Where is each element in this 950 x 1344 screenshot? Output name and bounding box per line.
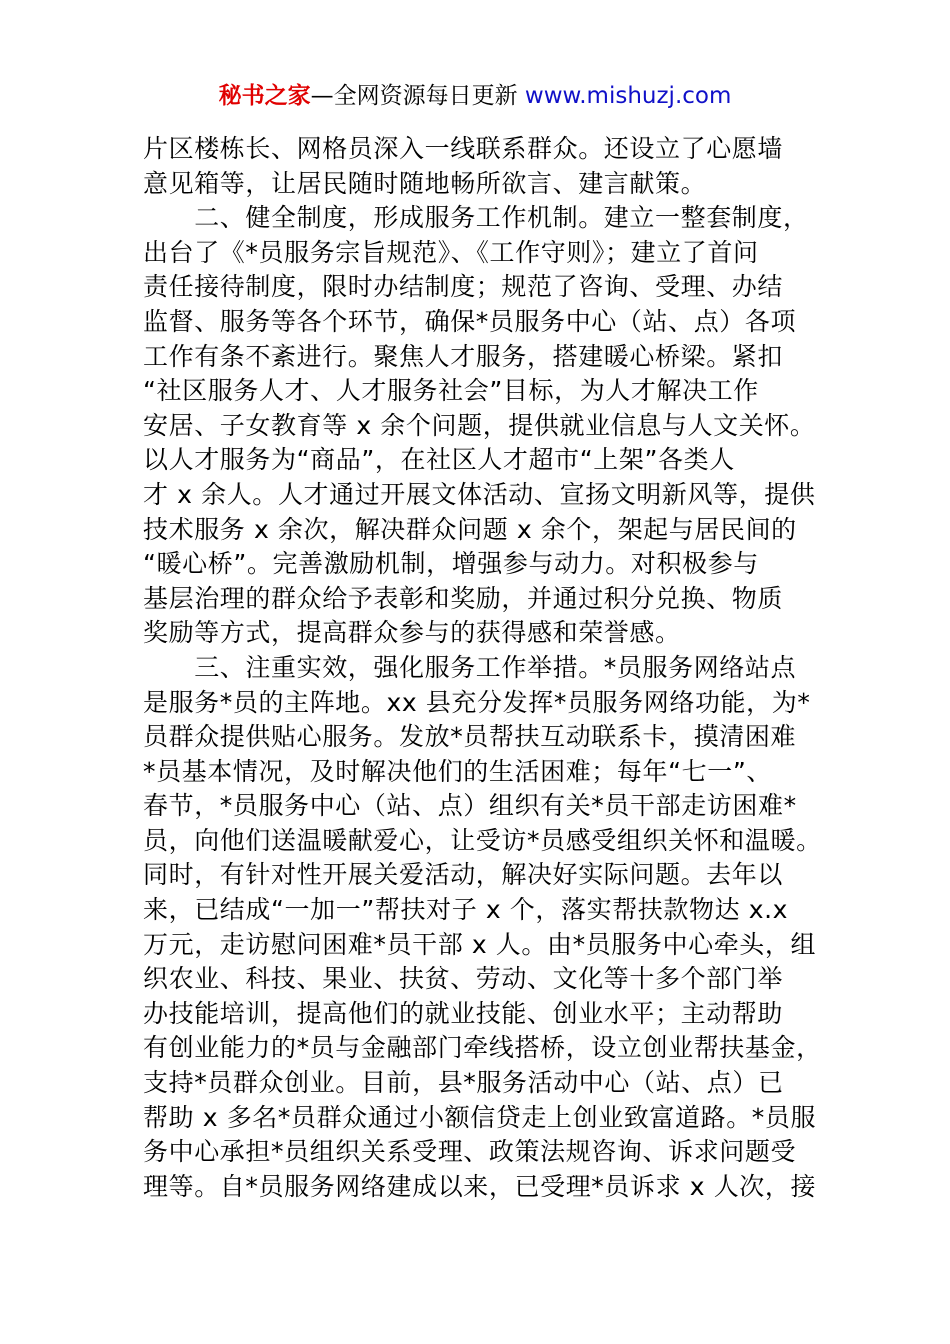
- body-line: 理等。自*员服务网络建成以来，已受理*员诉求 x 人次，接: [143, 1171, 817, 1201]
- body-line: 来，已结成“一加一”帮扶对子 x 个，落实帮扶款物达 x.x: [143, 895, 789, 925]
- body-line: 员，向他们送温暖献爱心，让受访*员感受组织关怀和温暖。: [143, 825, 822, 855]
- body-line: 办技能培训，提高他们的就业技能、创业水平；主动帮助: [143, 998, 784, 1028]
- body-line: 是服务*员的主阵地。xx 县充分发挥*员服务网络功能，为*: [143, 687, 811, 717]
- page-header: [0, 80, 950, 112]
- body-line: 二、健全制度，形成服务工作机制。建立一整套制度，: [143, 203, 809, 233]
- body-line: 同时，有针对性开展关爱活动，解决好实际问题。去年以: [143, 860, 784, 890]
- body-line: 万元，走访慰问困难*员干部 x 人。由*员服务中心牵头，组: [143, 929, 817, 959]
- body-line: 意见箱等，让居民随时随地畅所欲言、建言献策。: [143, 168, 707, 198]
- body-line: 技术服务 x 余次，解决群众问题 x 余个，架起与居民间的: [143, 514, 797, 544]
- body-line: “暖心桥”。完善激励机制，增强参与动力。对积极参与: [143, 549, 759, 579]
- body-line: *员基本情况，及时解决他们的生活困难；每年“七一”、: [143, 756, 773, 786]
- body-line: “社区服务人才、人才服务社会”目标，为人才解决工作: [143, 376, 759, 406]
- body-line: 奖励等方式，提高群众参与的获得感和荣誉感。: [143, 618, 681, 648]
- body-line: 责任接待制度，限时办结制度；规范了咨询、受理、办结: [143, 272, 784, 302]
- body-line: 基层治理的群众给予表彰和奖励，并通过积分兑换、物质: [143, 583, 784, 613]
- body-line: 安居、子女教育等 x 余个问题，提供就业信息与人文关怀。: [143, 410, 816, 440]
- body-line: 片区楼栋长、网格员深入一线联系群众。还设立了心愿墙: [143, 134, 784, 163]
- body-line: 出台了《*员服务宗旨规范》、《工作守则》；建立了首问: [143, 237, 759, 267]
- body-line: 以人才服务为“商品”，在社区人才超市“上架”各类人: [143, 445, 735, 475]
- body-line: 才 x 余人。人才通过开展文体活动、宣扬文明新风等，提供: [143, 479, 816, 509]
- body-line: 三、注重实效，强化服务工作举措。*员服务网络站点: [143, 652, 797, 682]
- body-line: 工作有条不紊进行。聚焦人才服务，搭建暖心桥梁。紧扣: [143, 341, 784, 371]
- body-line: 员群众提供贴心服务。发放*员帮扶互动联系卡，摸清困难: [143, 722, 797, 752]
- body-line: 春节，*员服务中心（站、点）组织有关*员干部走访困难*: [143, 791, 797, 821]
- site-url-link[interactable]: www.mishuzj.com: [524, 83, 732, 109]
- site-tagline: —全网资源每日更新: [310, 83, 518, 109]
- body-line: 有创业能力的*员与金融部门牵线搭桥，设立创业帮扶基金，: [143, 1033, 822, 1063]
- document-body: [143, 132, 823, 1204]
- body-line: 织农业、科技、果业、扶贫、劳动、文化等十多个部门举: [143, 964, 784, 994]
- body-line: 帮助 x 多名*员群众通过小额信贷走上创业致富道路。*员服: [143, 1102, 817, 1132]
- body-line: 务中心承担*员组织关系受理、政策法规咨询、诉求问题受: [143, 1137, 797, 1167]
- site-brand: 秘书之家: [218, 83, 311, 109]
- body-line: 支持*员群众创业。目前，县*服务活动中心（站、点）已: [143, 1068, 784, 1098]
- body-line: 监督、服务等各个环节，确保*员服务中心（站、点）各项: [143, 306, 797, 336]
